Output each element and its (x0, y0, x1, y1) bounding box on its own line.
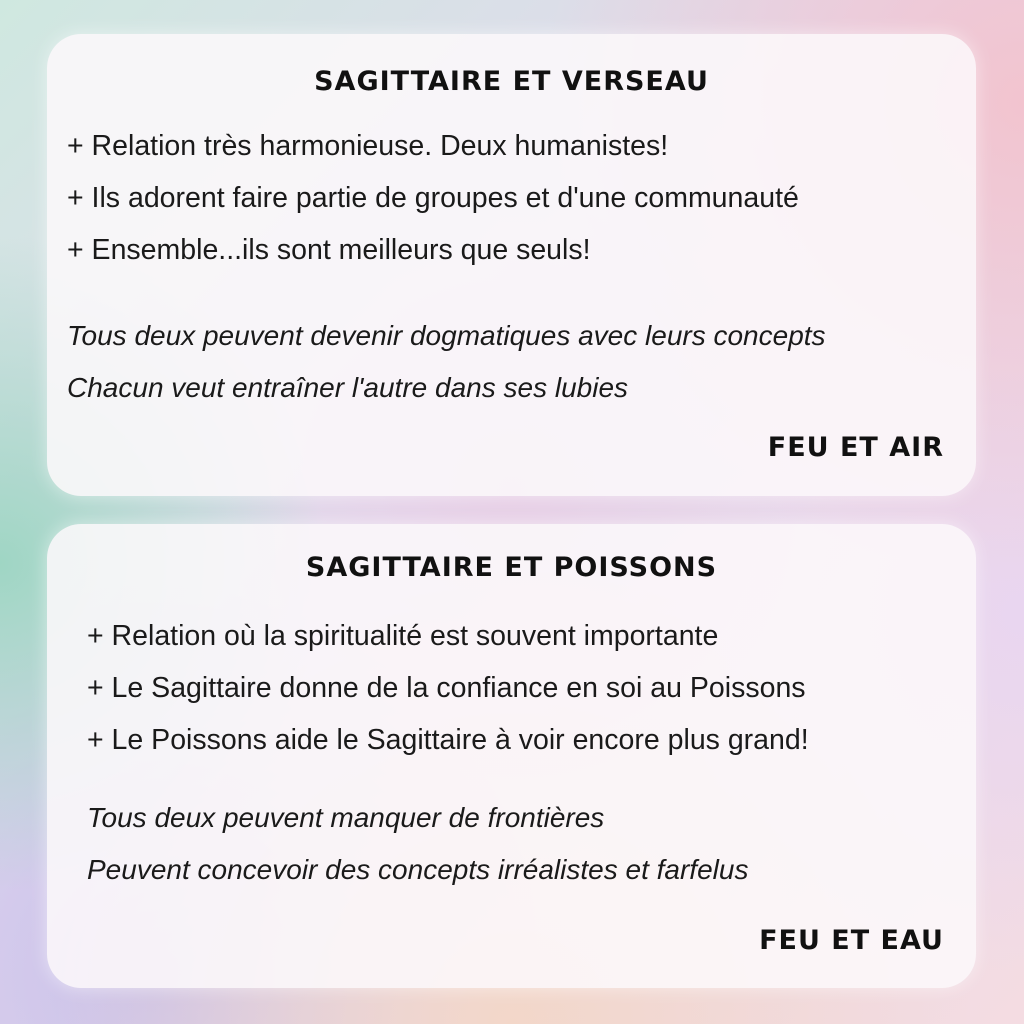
negative-point: Tous deux peuvent devenir dogmatiques avec leurs concepts (67, 320, 826, 351)
card-title: SAGITTAIRE ET POISSONS (305, 552, 718, 583)
positive-point: + Ils adorent faire partie de groupes et d'une communauté (67, 182, 799, 214)
elements-tag: FEU ET EAU (759, 925, 944, 956)
negative-point: Chacun veut entraîner l'autre dans ses lubies (67, 372, 629, 403)
negative-point: Peuvent concevoir des concepts irréalistes et farfelus (87, 854, 749, 885)
positive-point: + Relation très harmonieuse. Deux humanistes! (67, 130, 669, 162)
positive-point: + Relation où la spiritualité est souvent importante (87, 620, 719, 652)
positive-point: + Ensemble...ils sont meilleurs que seuls! (67, 234, 591, 266)
negative-point: Tous deux peuvent manquer de frontières (87, 802, 605, 833)
elements-tag: FEU ET AIR (767, 432, 944, 463)
positive-point: + Le Sagittaire donne de la confiance en soi au Poissons (87, 672, 806, 704)
positive-point: + Le Poissons aide le Sagittaire à voir encore plus grand! (87, 724, 809, 756)
card-title: SAGITTAIRE ET VERSEAU (314, 66, 709, 97)
compatibility-card-verseau (47, 34, 976, 496)
compatibility-card-poissons (47, 524, 976, 988)
